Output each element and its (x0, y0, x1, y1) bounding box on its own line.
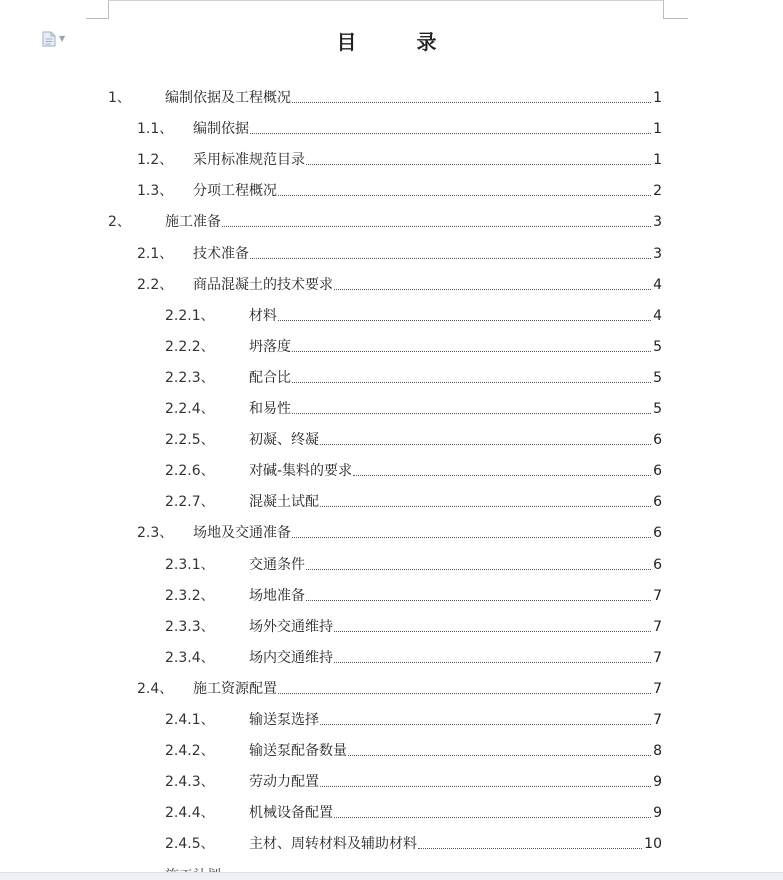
toc-leader-dots (292, 101, 651, 103)
toc-number: 2.4.2、 (165, 743, 215, 759)
dropdown-caret-icon: ▼ (59, 34, 66, 43)
toc-row[interactable] (0, 523, 783, 543)
toc-entry[interactable] (193, 244, 662, 264)
toc-number: 2.4、 (137, 681, 174, 697)
toc-page-number: 7 (653, 619, 662, 635)
toc-number: 2、 (108, 214, 131, 230)
toc-page-number: 7 (653, 681, 662, 697)
toc-row[interactable] (0, 275, 783, 295)
toc-row[interactable] (0, 368, 783, 388)
toc-entry-text: 主材、周转材料及辅助材料 (249, 836, 417, 852)
toc-number: 2.1、 (137, 246, 174, 262)
toc-leader-dots (306, 599, 651, 601)
toc-entry-text: 交通条件 (249, 557, 305, 573)
toc-entry-text: 输送泵配备数量 (249, 743, 347, 759)
toc-page-number: 9 (653, 774, 662, 790)
toc-page-number: 9 (653, 805, 662, 821)
toc-page-number: 1 (653, 121, 662, 137)
toc-entry[interactable] (193, 523, 662, 543)
toc-leader-dots (278, 319, 651, 321)
toc-number: 2.3.3、 (165, 619, 215, 635)
toc-row[interactable] (0, 150, 783, 170)
toc-number: 2.2.4、 (165, 401, 215, 417)
toc-page-number: 1 (653, 90, 662, 106)
toc-leader-dots (334, 816, 651, 818)
toc-page-number: 7 (653, 650, 662, 666)
toc-entry[interactable] (249, 741, 662, 761)
toc-entry[interactable] (249, 617, 662, 637)
toc-entry-text: 机械设备配置 (249, 805, 333, 821)
page-corner-mark-right (663, 0, 688, 19)
toc-number: 1.1、 (137, 121, 174, 137)
toc-row[interactable] (0, 586, 783, 606)
toc-page-number: 5 (653, 401, 662, 417)
toc-leader-dots (292, 381, 651, 383)
toc-leader-dots (348, 754, 651, 756)
toc-leader-dots (250, 132, 651, 134)
toc-page-number: 7 (653, 712, 662, 728)
toc-row[interactable] (0, 337, 783, 357)
toc-leader-dots (320, 505, 651, 507)
toc-number: 2.4.5、 (165, 836, 215, 852)
page-corner-mark-left (86, 0, 109, 19)
toc-row[interactable] (0, 181, 783, 201)
toc-number: 2.4.3、 (165, 774, 215, 790)
toc-leader-dots (250, 257, 651, 259)
toc-entry-text: 采用标准规范目录 (193, 152, 305, 168)
toc-leader-dots (292, 350, 651, 352)
toc-entry[interactable] (193, 275, 662, 295)
toc-page-number: 7 (653, 588, 662, 604)
toc-row[interactable] (0, 803, 783, 823)
toc-entry-text: 场地准备 (249, 588, 305, 604)
toc-entry[interactable] (249, 399, 662, 419)
toc-number: 2.2.6、 (165, 463, 215, 479)
toc-number: 1.2、 (137, 152, 174, 168)
toc-entry[interactable] (249, 492, 662, 512)
toc-entry[interactable] (193, 150, 662, 170)
toc-entry-text: 材料 (249, 308, 277, 324)
toc-title: 目 录 (336, 30, 457, 54)
toc-leader-dots (334, 661, 651, 663)
page-top-edge (108, 0, 663, 1)
toc-entry-text: 混凝土试配 (249, 494, 319, 510)
toc-number: 1、 (108, 90, 131, 106)
toc-entry-text: 场内交通维持 (249, 650, 333, 666)
toc-row[interactable] (0, 306, 783, 326)
toc-row[interactable] (0, 492, 783, 512)
toc-leader-dots (306, 163, 651, 165)
toc-page-number: 4 (653, 277, 662, 293)
toc-leader-dots (278, 194, 651, 196)
toc-entry[interactable] (249, 306, 662, 326)
toc-leader-dots (306, 568, 651, 570)
toc-leader-dots (418, 847, 642, 849)
toc-leader-dots (292, 412, 651, 414)
toc-leader-dots (353, 474, 651, 476)
toc-entry-text: 场外交通维持 (249, 619, 333, 635)
toc-page-number: 5 (653, 339, 662, 355)
toc-page-number: 6 (653, 494, 662, 510)
toc-entry-text: 初凝、终凝 (249, 432, 319, 448)
toc-entry-text: 配合比 (249, 370, 291, 386)
toc-row[interactable] (0, 88, 783, 108)
toc-entry[interactable] (249, 586, 662, 606)
toc-number: 2.2.1、 (165, 308, 215, 324)
toc-row[interactable] (0, 617, 783, 637)
toc-number: 2.4.4、 (165, 805, 215, 821)
toc-row[interactable] (0, 555, 783, 575)
toc-entry[interactable] (193, 679, 662, 699)
toc-entry-text: 技术准备 (193, 246, 249, 262)
toc-entry-text: 分项工程概况 (193, 183, 277, 199)
toc-number: 2.3.1、 (165, 557, 215, 573)
toc-row[interactable] (0, 461, 783, 481)
toc-number: 2.2.5、 (165, 432, 215, 448)
toc-number: 2.2.2、 (165, 339, 215, 355)
toc-page-number: 6 (653, 557, 662, 573)
toc-row[interactable] (0, 119, 783, 139)
toc-row[interactable] (0, 679, 783, 699)
toc-page-number: 1 (653, 152, 662, 168)
toc-entry[interactable] (249, 803, 662, 823)
toc-entry[interactable] (165, 88, 662, 108)
toc-entry-text: 商品混凝土的技术要求 (193, 277, 333, 293)
toc-entry[interactable] (193, 181, 662, 201)
toc-entry-text: 输送泵选择 (249, 712, 319, 728)
toc-row[interactable] (0, 834, 783, 854)
toc-leader-dots (222, 225, 651, 227)
toc-entry-text: 施工准备 (165, 214, 221, 230)
toc-leader-dots (320, 785, 651, 787)
toc-number: 2.2、 (137, 277, 174, 293)
toc-page-number: 6 (653, 432, 662, 448)
toc-entry[interactable] (249, 555, 662, 575)
toc-entry[interactable] (249, 337, 662, 357)
toc-entry-text: 对碱-集料的要求 (249, 463, 353, 479)
toc-entry[interactable] (193, 119, 662, 139)
toc-row[interactable] (0, 430, 783, 450)
toc-entry[interactable] (165, 212, 662, 232)
toc-entry-text: 编制依据及工程概况 (165, 90, 291, 106)
toc-row[interactable] (0, 399, 783, 419)
toc-entry[interactable] (249, 461, 662, 481)
toc-leader-dots (292, 536, 651, 538)
toc-number: 2.2.7、 (165, 494, 215, 510)
toc-row[interactable] (0, 212, 783, 232)
toc-page-number: 10 (644, 836, 662, 852)
toc-leader-dots (334, 630, 651, 632)
toc-entry-text: 场地及交通准备 (193, 525, 291, 541)
toc-number: 2.3.4、 (165, 650, 215, 666)
toc-page-number: 4 (653, 308, 662, 324)
toc-page-number: 3 (653, 214, 662, 230)
toc-entry-text: 坍落度 (249, 339, 291, 355)
toc-number: 2.3.2、 (165, 588, 215, 604)
toc-row[interactable] (0, 710, 783, 730)
toc-number: 2.4.1、 (165, 712, 215, 728)
toc-entry-text: 劳动力配置 (249, 774, 319, 790)
toc-entry[interactable] (249, 368, 662, 388)
toc-page-number: 3 (653, 246, 662, 262)
toc-page-number: 6 (653, 463, 662, 479)
toc-leader-dots (320, 723, 651, 725)
toc-leader-dots (320, 443, 651, 445)
toc-number: 2.3、 (137, 525, 174, 541)
toc-entry-text: 编制依据 (193, 121, 249, 137)
toc-entry[interactable] (249, 648, 662, 668)
toc-row[interactable] (0, 244, 783, 264)
toc-number: 2.2.3、 (165, 370, 215, 386)
toc-page-number: 2 (653, 183, 662, 199)
toc-page-number: 5 (653, 370, 662, 386)
toc-page-number: 6 (653, 525, 662, 541)
toc-entry[interactable] (249, 710, 662, 730)
toc-leader-dots (334, 288, 651, 290)
toc-entry-text: 和易性 (249, 401, 291, 417)
toc-row[interactable] (0, 741, 783, 761)
toc-entry-text: 施工资源配置 (193, 681, 277, 697)
toc-entry[interactable] (249, 430, 662, 450)
toc-number: 1.3、 (137, 183, 174, 199)
toc-page-number: 8 (653, 743, 662, 759)
toc-row[interactable] (0, 772, 783, 792)
toc-leader-dots (278, 692, 651, 694)
toc-entry[interactable] (249, 834, 662, 854)
toc-entry[interactable] (249, 772, 662, 792)
toc-row[interactable] (0, 648, 783, 668)
